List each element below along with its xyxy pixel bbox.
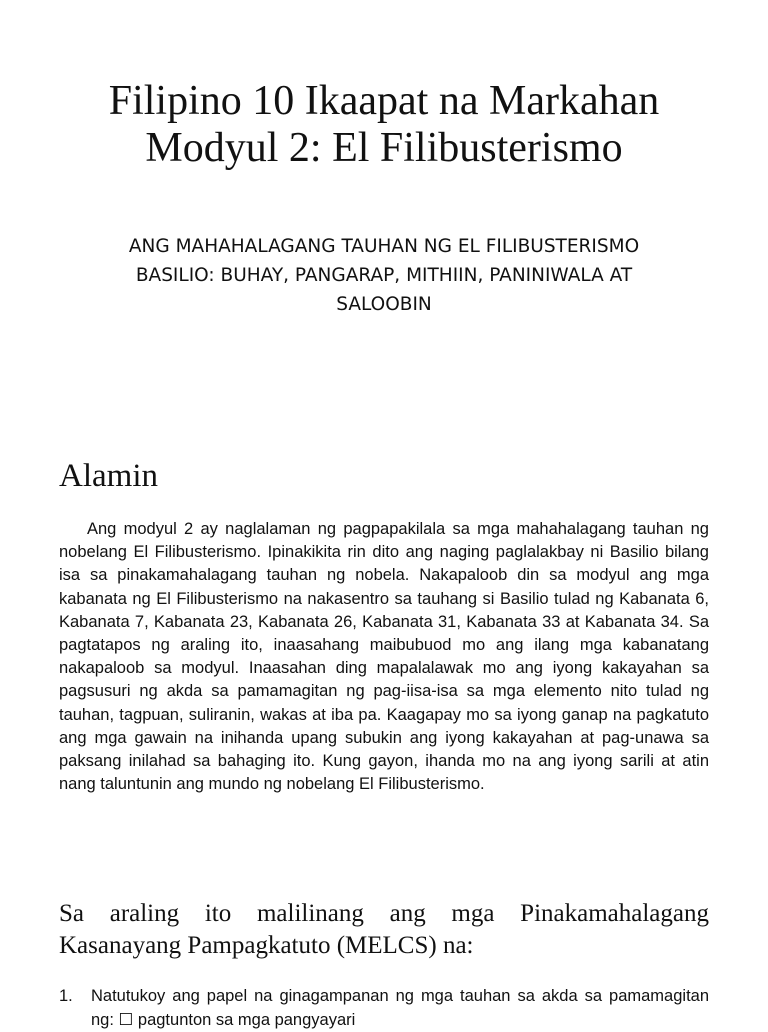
list-item	[59, 984, 709, 1032]
document-subtitle: ANG MAHAHALAGANG TAUHAN NG EL FILIBUSTERISMO BASILIO: BUHAY, PANGARAP, MITHIIN, PANINIWALA AT SALOOBIN	[128, 236, 640, 315]
list-item-text: Natutukoy ang papel na ginagampanan ng mga tauhan sa akda sa pamamagitan ng: ☐ pagtunton sa mga pangyayari	[91, 987, 709, 1029]
alamin-paragraph: Ang modyul 2 ay naglalaman ng pagpapakilala sa mga mahahalagang tauhan ng nobelang El Filibusterismo. Ipinakikita rin dito ang naging paglalakbay ni Basilio bilang isa sa pinakamahalagang tauhan ng nobela. Nakapaloob din sa modyul ang mga kabanata ng El Filibusterismo na nakasentro sa tauhang si Basilio tulad ng Kabanata 6, Kabanata 7, Kabanata 23, Kabanata 26, Kabanata 31, Kabanata 33 at Kabanata 34. Sa pagtatapos ng araling ito, inaasahang maibubuod mo ang ilang mga kabanatang nakapaloob sa modyul. Inaasahan ding mapalalawak mo ang iyong kakayahan sa pagsusuri ng akda sa pamamagitan ng pag-iisa-isa sa mga elemento nito tulad ng tauhan, tagpuan, suliranin, wakas at iba pa. Kaagapay mo sa iyong ganap na pagkatuto ang mga gawain na inihanda upang subukin ang iyong kakayahan at pag-unawa sa paksang inilahad sa bahaging ito. Kung gayon, ihanda mo na ang iyong sarili at atin nang taluntunin ang mundo ng nobelang El Filibusterismo.	[59, 520, 709, 794]
document-title: Filipino 10 Ikaapat na Markahan Modyul 2: El Filibusterismo	[108, 78, 660, 171]
melcs-list	[59, 984, 709, 1032]
melcs-heading: Sa araling ito malilinang ang mga Pinakamahalagang Kasanayang Pampagkatuto (MELCS) na:	[59, 900, 709, 959]
list-item-number: 1.	[59, 987, 73, 1005]
alamin-heading: Alamin	[59, 458, 158, 494]
